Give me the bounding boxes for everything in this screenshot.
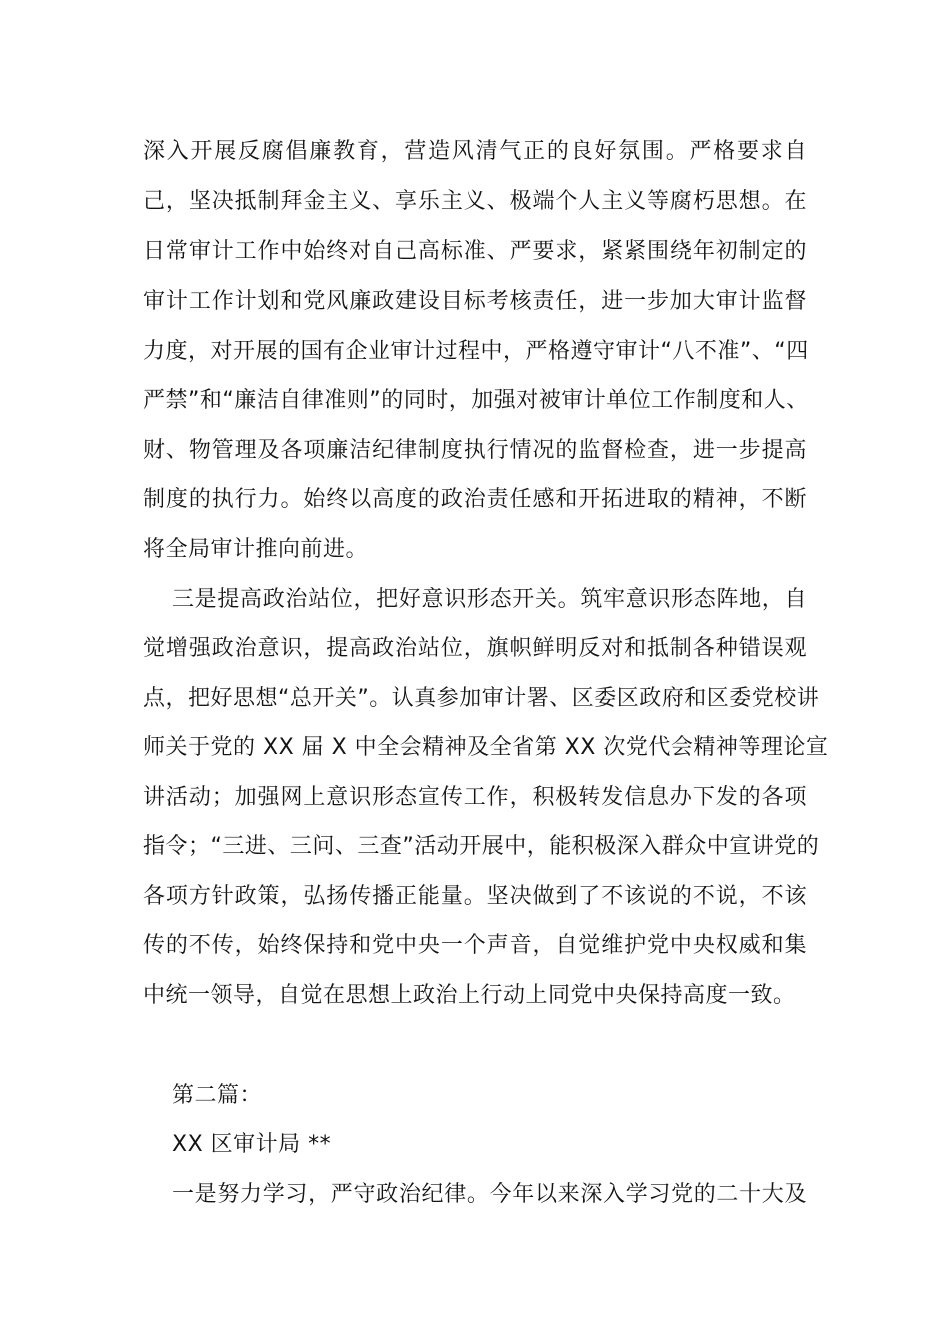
paragraph-line: 各项方针政策，弘扬传播正能量。坚决做到了不该说的不说，不该 <box>143 884 807 909</box>
author-line: XX 区审计局 ** <box>172 1132 332 1157</box>
paragraph-line: 将全局审计推向前进。 <box>143 537 369 562</box>
paragraph-heading-line: 一是努力学习，严守政治纪律。今年以来深入学习党的二十大及 <box>172 1182 807 1207</box>
paragraph-line: 点，把好思想“总开关”。认真参加审计署、区委区政府和区委党校讲 <box>143 686 820 711</box>
paragraph-line: 严禁”和“廉洁自律准则”的同时，加强对被审计单位工作制度和人、 <box>143 388 809 413</box>
paragraph-line: 制度的执行力。始终以高度的政治责任感和开拓进取的精神，不断 <box>143 487 807 512</box>
section-title: 第二篇： <box>172 1083 263 1108</box>
paragraph-line: 传的不传，始终保持和党中央一个声音，自觉维护党中央权威和集 <box>143 933 807 958</box>
paragraph-line: 己，坚决抵制拜金主义、享乐主义、极端个人主义等腐朽思想。在 <box>143 189 807 214</box>
paragraph-line: 日常审计工作中始终对自己高标准、严要求，紧紧围绕年初制定的 <box>143 239 807 264</box>
paragraph-line: 觉增强政治意识，提高政治站位，旗帜鲜明反对和抵制各种错误观 <box>143 636 807 661</box>
paragraph-line: 力度，对开展的国有企业审计过程中，严格遵守审计“八不准”、“四 <box>143 339 809 364</box>
paragraph-line: 审计工作计划和党风廉政建设目标考核责任，进一步加大审计监督 <box>143 289 807 314</box>
paragraph-line: 中统一领导，自觉在思想上政治上行动上同党中央保持高度一致。 <box>143 983 796 1008</box>
paragraph-line: 财、物管理及各项廉洁纪律制度执行情况的监督检查，进一步提高 <box>143 438 807 463</box>
paragraph-line: 讲活动；加强网上意识形态宣传工作，积极转发信息办下发的各项 <box>143 785 807 810</box>
paragraph-line: 深入开展反腐倡廉教育，营造风清气正的良好氛围。严格要求自 <box>143 139 807 164</box>
paragraph-heading-line: 三是提高政治站位，把好意识形态开关。筑牢意识形态阵地，自 <box>172 587 807 612</box>
paragraph-line: 师关于党的 XX 届 X 中全会精神及全省第 XX 次党代会精神等理论宣 <box>143 735 829 760</box>
paragraph-line: 指令；“三进、三问、三查”活动开展中，能积极深入群众中宣讲党的 <box>143 834 820 859</box>
